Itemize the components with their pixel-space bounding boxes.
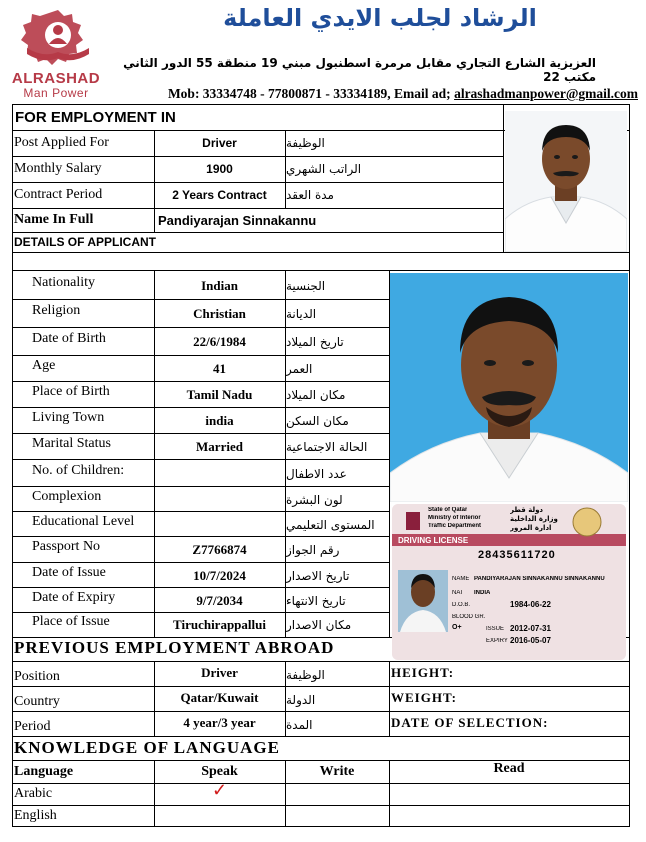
applicant-row-value: Christian [193,306,246,321]
employment-row-value: 1900 [206,162,233,176]
previous-row-right-label: HEIGHT: [391,665,455,680]
applicant-row-arabic: تاريخ الاصدار [286,568,350,583]
employment-row-arabic: مدة العقد [286,188,334,202]
license-nat: INDIA [474,590,491,596]
applicant-row-label: Date of Issue [32,564,106,580]
previous-row-arabic: الوظيفة [286,668,325,682]
previous-row-right-label: DATE OF SELECTION: [391,715,549,730]
lang-header-speak: Speak [201,763,238,779]
applicant-row-label: Marital Status [32,436,111,451]
grid-line [12,270,630,271]
grid-line [12,661,630,662]
license-issue-key: ISSUE [486,626,505,632]
employment-row-value: Driver [202,136,237,150]
applicant-row-value: Z7766874 [192,542,247,557]
applicant-row-arabic: تاريخ الميلاد [286,335,344,349]
applicant-row-label: Religion [32,303,81,318]
driving-license-card [392,504,626,660]
grid-line [629,104,630,826]
applicant-row-label: Living Town [32,410,105,425]
grid-line [12,355,389,356]
license-banner: DRIVING LICENSE [398,535,469,545]
employment-section-title: FOR EMPLOYMENT IN [15,108,176,126]
company-name: ALRASHAD [11,70,101,87]
grid-line [503,104,504,252]
license-issue: 2012-07-31 [510,624,551,633]
contact-line [118,86,638,102]
applicant-row-value: 22/6/1984 [193,334,246,349]
applicant-row-value: 9/7/2034 [196,592,243,608]
language-read-value [389,783,629,805]
applicant-row-label: Complexion [32,488,102,504]
applicant-row-label: No. of Children: [32,462,125,478]
language-write-value [285,783,389,805]
license-dob: 1984-06-22 [510,600,551,609]
license-number: 28435611720 [478,549,556,561]
license-nat-key: NAT [452,590,464,596]
company-logo [13,8,103,66]
grid-line [154,208,155,232]
employment-row-label: Monthly Salary [14,161,102,176]
applicant-row-value: Indian [201,278,238,293]
arabic-address: العزيزية الشارع التجاري مقابل مرمرة اسطنبول مبني 19 منطقة 55 الدور الثاني مكتب 22 [123,56,596,84]
language-read-value [389,805,629,827]
applicant-row-arabic: الجنسية [286,279,326,293]
lang-header-read: Read [493,760,525,776]
previous-row-value: 4 year/3 year [183,715,256,730]
name-value: Pandiyarajan Sinnakannu [158,212,317,228]
previous-row-label: Country [14,693,60,709]
grid-line [12,104,13,826]
license-expiry-key: EXPIRY [486,638,508,644]
employment-row-label: Contract Period [14,187,103,202]
lang-header-write: Write [319,763,355,779]
applicant-row-arabic: لون البشرة [286,492,343,507]
license-ar-dept: ادارة المرور [510,524,552,532]
previous-row-value: Qatar/Kuwait [180,690,259,705]
applicant-row-label: Date of Expiry [32,589,116,605]
applicant-row-arabic: عدد الاطفال [286,466,347,481]
contact-phones: Mob: 33334748 - 77800871 - 33334189, Email ad; [167,86,455,101]
applicant-row-value: 41 [213,361,226,376]
license-ministry: Ministry of Interior [428,515,481,521]
license-name: PANDIYARAJAN SINNAKANNU SINNAKANNU [474,576,605,582]
applicant-row-arabic: تاريخ الانتهاء [286,593,346,608]
previous-row-value: Driver [201,665,238,680]
applicant-row-arabic: رقم الجواز [286,543,340,557]
license-ar-state: دولة قطر [510,506,544,514]
language-name: English [14,808,57,823]
arabic-title: الرشاد لجلب الايدي العاملة [223,4,537,32]
email-link[interactable]: alrashadmanpower@gmail.com [454,86,638,101]
license-blood-key: BLOOD GR. [452,614,486,620]
speak-check-icon [154,801,285,823]
company-subtitle: Man Power [23,86,89,100]
applicant-row-arabic: مكان الميلاد [286,388,346,402]
employment-row-value: 2 Years Contract [172,188,267,202]
previous-section-title: PREVIOUS EMPLOYMENT ABROAD [14,638,335,657]
license-blood: O+ [452,624,462,631]
grid-line [12,252,630,253]
previous-row-arabic: المدة [286,718,313,732]
applicant-row-value: Married [196,439,243,454]
applicant-row-label: Passport No [32,539,101,554]
applicant-photo-small [505,111,627,252]
applicant-row-label: Date of Birth [32,331,106,346]
applicant-photo-large [390,273,628,502]
applicant-row-arabic: مكان الاصدار [286,618,352,632]
applicant-row-label: Place of Birth [32,384,110,399]
employment-row-arabic: الوظيفة [286,136,325,150]
applicant-row-value [154,488,285,511]
license-dob-key: D.O.B. [452,602,471,608]
applicant-row-arabic: الديانة [286,307,317,321]
applicant-row-arabic: المستوى التعليمي [286,517,375,532]
lang-header-language: Language [14,763,74,779]
applicant-row-arabic: العمر [286,362,313,376]
name-label: Name In Full [14,212,94,227]
language-section-title: KNOWLEDGE OF LANGUAGE [14,738,280,757]
license-expiry: 2016-05-07 [510,636,551,645]
applicant-row-arabic: الحالة الاجتماعية [286,440,368,454]
speak-check-icon: ✓ [211,779,228,800]
license-state: State of Qatar [428,507,468,513]
applicant-row-value: india [205,413,234,428]
previous-row-label: Period [14,718,51,734]
applicant-row-arabic: مكان السكن [286,414,349,428]
employment-row-label: Post Applied For [14,135,109,150]
applicant-row-label: Educational Level [32,513,135,529]
previous-row-label: Position [14,668,60,684]
applicant-row-value: 10/7/2024 [193,567,246,583]
grid-line [389,661,390,736]
applicant-row-value [154,461,285,486]
language-write-value [285,805,389,827]
applicant-row-value: Tamil Nadu [186,387,253,402]
previous-row-right-label: WEIGHT: [391,690,457,705]
applicant-row-value [154,513,285,536]
applicant-row-value: Tiruchirappallui [173,617,266,632]
license-name-key: NAME [452,576,470,582]
license-ar-ministry: وزارة الداخلية [510,515,558,523]
employment-row-arabic: الراتب الشهري [286,162,362,176]
previous-row-arabic: الدولة [286,693,316,707]
applicant-section-title: DETAILS OF APPLICANT [14,235,156,249]
applicant-row-label: Nationality [32,275,95,290]
applicant-row-label: Age [32,358,56,373]
language-name: Arabic [14,786,53,801]
applicant-row-label: Place of Issue [32,614,110,629]
license-department: Traffic Department [428,523,482,529]
